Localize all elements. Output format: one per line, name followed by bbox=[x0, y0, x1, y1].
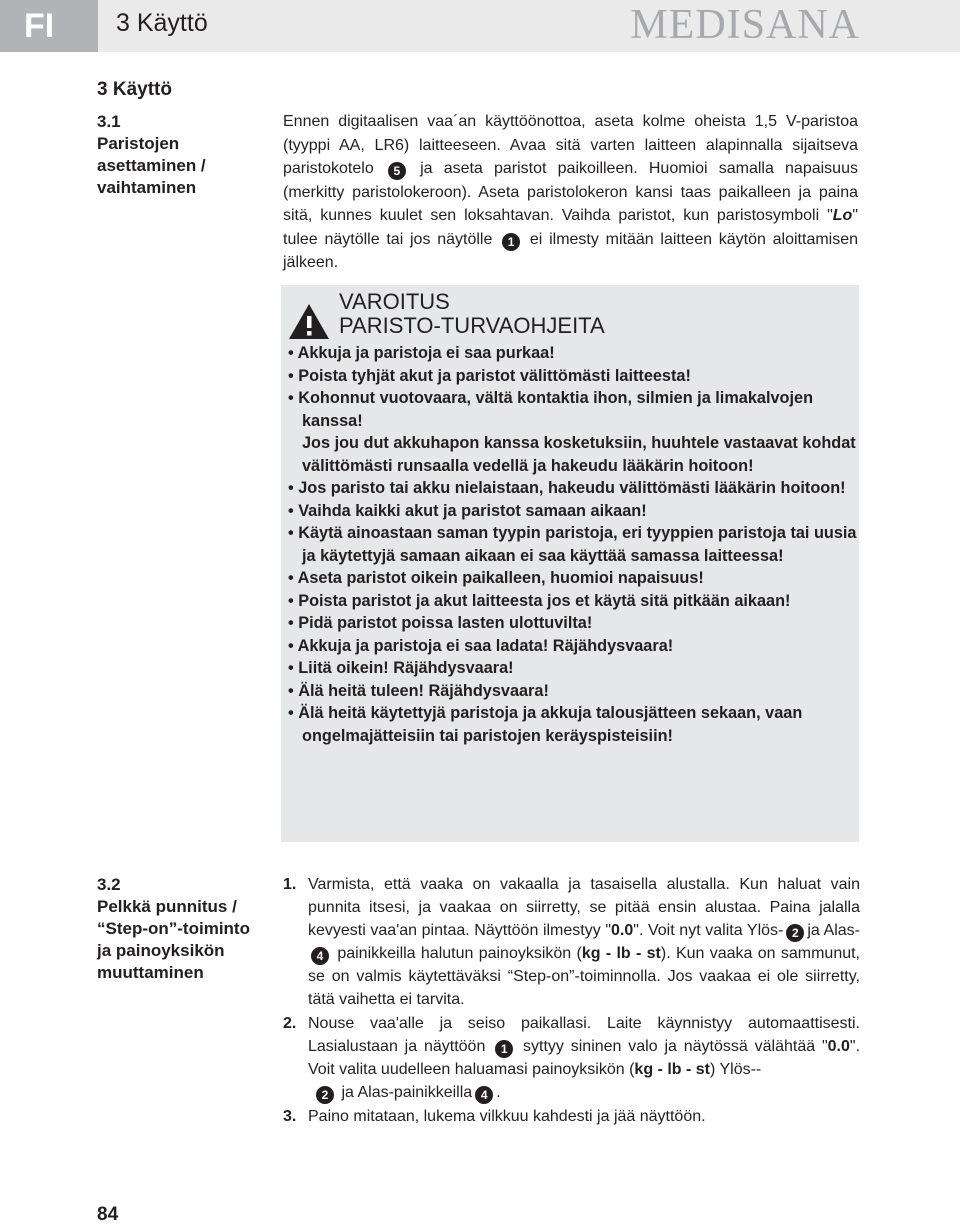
warning-item: • Pidä paristot poissa lasten ulottuvilta! bbox=[288, 614, 593, 632]
reference-number-icon: 4 bbox=[311, 947, 329, 965]
step-item bbox=[283, 1105, 860, 1128]
page-number: 84 bbox=[97, 1204, 119, 1225]
lo-symbol: Lo bbox=[832, 207, 853, 224]
reference-number-icon: 1 bbox=[502, 233, 520, 251]
text-segment: Paino mitataan, lukema vilkkuu kahdesti ja jää näyttöön. bbox=[308, 1108, 706, 1125]
reference-number-icon: 1 bbox=[495, 1040, 513, 1058]
text-segment: ) Ylös-- bbox=[709, 1061, 762, 1078]
section-number: 3.1 bbox=[97, 112, 121, 131]
warning-item: • Aseta paristot oikein paikalleen, huomioi napaisuus! bbox=[288, 569, 704, 587]
section-name: Pelkkä punnitus / “Step-on”-toiminto ja painoyksikön muuttaminen bbox=[97, 897, 250, 982]
reference-number-icon: 2 bbox=[786, 924, 804, 942]
chapter-title: 3 Käyttö bbox=[97, 79, 172, 100]
warning-item: • Älä heitä käytettyjä paristoja ja akkuja talousjätteen sekaan, vaan ongelmajätteisiin tai paristojen keräyspisteisiin! bbox=[288, 704, 803, 745]
unit-options: kg - lb - st bbox=[581, 945, 661, 962]
section-number: 3.2 bbox=[97, 875, 121, 894]
text-segment: Varmista, että vaaka on vakaalla ja tasaisella alustalla. Kun haluat vain punnita itsesi, ja vaakaa on siirretty, se pitää ensin alustaa. Paina jalalla kevyesti vaa'an pintaa. Näyttöön ilmestyy " bbox=[308, 876, 860, 939]
warning-item: • Liitä oikein! Räjähdysvaara! bbox=[288, 659, 514, 677]
text-segment: Nouse vaa'alle ja seiso paikallasi. Laite käynnistyy automaattisesti. Lasialustaan ja näyttöön bbox=[308, 1015, 860, 1055]
reference-number-icon: 4 bbox=[475, 1086, 493, 1104]
warning-item: • Akkuja ja paristoja ei saa ladata! Räjähdysvaara! bbox=[288, 636, 674, 655]
warning-triangle-icon bbox=[288, 303, 330, 340]
language-tab: FI bbox=[0, 0, 98, 52]
text-segment: ja Alas- bbox=[807, 922, 861, 939]
warning-item: • Akkuja ja paristoja ei saa purkaa! bbox=[288, 344, 555, 362]
display-value: 0.0 bbox=[827, 1038, 850, 1055]
display-value: 0.0 bbox=[611, 922, 634, 939]
battery-warning-box bbox=[281, 285, 859, 842]
step-number: 1. bbox=[283, 876, 297, 893]
page-header bbox=[0, 0, 960, 55]
text-segment: syttyy sininen valo ja näytössä välähtää " bbox=[523, 1038, 828, 1055]
warning-item: • Kohonnut vuotovaara, vältä kontaktia ihon, silmien ja limakalvojen kanssa! bbox=[288, 389, 814, 430]
warning-item: Jos jou dut akkuhapon kanssa kosketuksiin, huuhtele vastaavat kohdat välittömästi runsaalla vedellä ja hakeudu lääkärin hoitoon! bbox=[302, 434, 856, 475]
text-segment: . bbox=[496, 1084, 501, 1101]
header-bar bbox=[98, 0, 960, 52]
reference-number-icon: 2 bbox=[316, 1086, 334, 1104]
warning-title bbox=[339, 290, 605, 338]
text-segment: ". Voit valita uudelleen haluamasi painoyksikön ( bbox=[308, 1038, 861, 1078]
text-segment: ja Alas-painikkeilla bbox=[341, 1084, 473, 1101]
section-name: Paristojen asettaminen / vaihtaminen bbox=[97, 134, 206, 197]
section-heading-3-1 bbox=[97, 111, 277, 199]
warning-item: • Jos paristo tai akku nielaistaan, hakeudu välittömästi lääkärin hoitoon! bbox=[288, 479, 846, 497]
step-list bbox=[283, 873, 860, 1129]
warning-item: • Vaihda kaikki akut ja paristot samaan aikaan! bbox=[288, 501, 647, 520]
warning-list bbox=[288, 342, 858, 747]
step-number: 3. bbox=[283, 1108, 297, 1125]
step-item bbox=[283, 1012, 860, 1104]
text-segment: painikkeilla halutun painoyksikön ( bbox=[337, 945, 582, 962]
section-heading-3-2 bbox=[97, 874, 277, 984]
brand-logo: MEDISANA bbox=[630, 2, 860, 48]
text-segment: ja aseta paristot paikoilleen. Huomioi samalla napaisuus (merkitty paristolokeroon). Aseta paristolokeron kansi taas paikalleen ja paina sitä, kunnes kuulet sen loksahtavan. Vaihda paristot, kun paristosymboli " bbox=[283, 160, 858, 224]
warning-title-line-1: VAROITUS bbox=[339, 289, 450, 314]
battery-paragraph bbox=[283, 110, 858, 275]
text-segment: Ennen digitaalisen vaa´an käyttöönottoa, aseta kolme oheista 1,5 V-paristoa (tyyppi AA, LR6) laitteeseen. Avaa sitä varten laitteen alapinnalla sijaitseva paristokotelo bbox=[283, 113, 858, 177]
warning-item: • Poista tyhjät akut ja paristot välittömästi laitteesta! bbox=[288, 366, 691, 385]
warning-item: • Poista paristot ja akut laitteesta jos et käytä sitä pitkään aikaan! bbox=[288, 591, 791, 610]
reference-number-icon: 5 bbox=[388, 162, 406, 180]
step-number: 2. bbox=[283, 1015, 297, 1032]
text-segment: ei ilmesty mitään laitteen käytön aloittamisen jälkeen. bbox=[283, 230, 859, 271]
text-segment: ". Voit nyt valita Ylös- bbox=[633, 922, 784, 939]
unit-options: kg - lb - st bbox=[634, 1061, 710, 1078]
header-title: 3 Käyttö bbox=[116, 9, 208, 37]
warning-item: • Käytä ainoastaan saman tyypin paristoja, eri tyyppien paristoja tai uusia ja käytettyjä samaan aikaan ei saa käyttää samassa laitteessa! bbox=[288, 524, 857, 565]
text-segment: ). Kun vaaka on sammunut, se on valmis käytettäväksi “Step-on”-toiminnolla. Jos vaakaa ei ole siirretty, tätä vaihetta ei tarvita. bbox=[308, 945, 860, 1008]
step-item bbox=[283, 873, 860, 1011]
text-segment: " tulee näytölle tai jos näytölle bbox=[283, 207, 858, 248]
warning-item: • Älä heitä tuleen! Räjähdysvaara! bbox=[288, 681, 549, 700]
warning-title-line-2: PARISTO-TURVAOHJEITA bbox=[339, 313, 605, 338]
